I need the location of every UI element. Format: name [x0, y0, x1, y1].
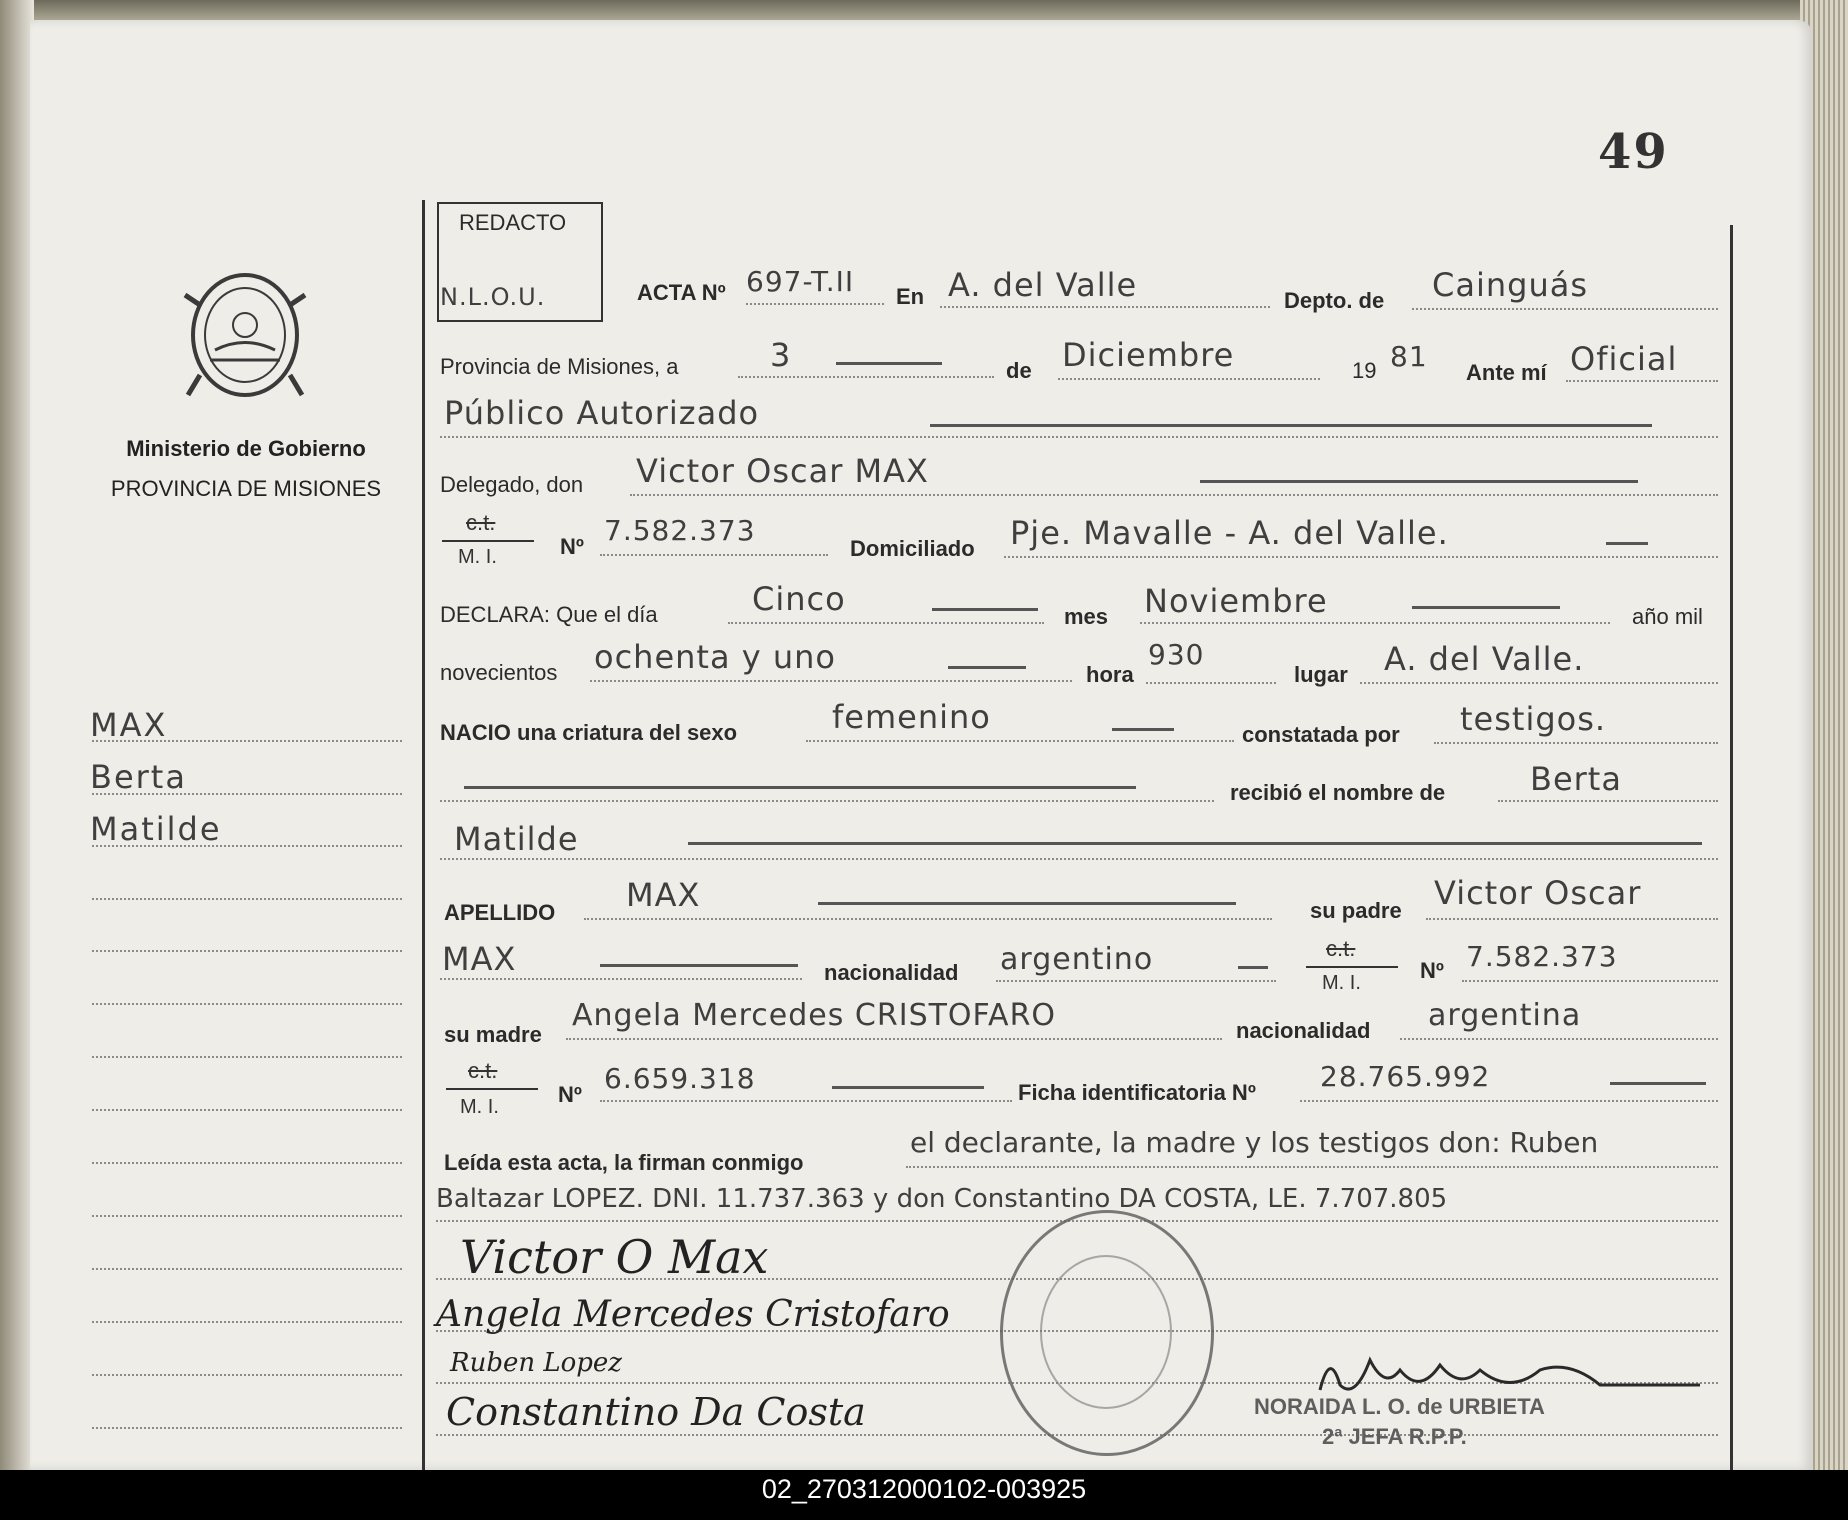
redacto-label: REDACTO — [459, 210, 567, 235]
side-line — [92, 1268, 402, 1270]
delegado-line — [630, 494, 1718, 496]
padre-label: su padre — [1310, 898, 1402, 923]
madre-no-value: 6.659.318 — [604, 1062, 756, 1095]
ministry-name: Ministerio de Gobierno — [126, 436, 366, 461]
delegado-label: Delegado, don — [440, 472, 584, 497]
row10-line — [440, 858, 1718, 860]
madre-ct-label: c.t. — [468, 1058, 498, 1083]
constatada-value: testigos. — [1460, 700, 1607, 738]
ante-value: Oficial — [1570, 340, 1678, 378]
acta-number: 697-T.II — [746, 265, 855, 298]
mes-label: mes — [1064, 604, 1109, 629]
madre-label: su madre — [444, 1022, 542, 1047]
row9-dash — [464, 786, 1136, 789]
side-line — [92, 1003, 402, 1005]
side-line — [92, 740, 402, 742]
madre-nacionalidad-value: argentina — [1428, 998, 1582, 1033]
ante-value-cont: Público Autorizado — [444, 394, 760, 432]
side-surname: MAX — [90, 706, 168, 744]
madre-no-dash — [832, 1086, 984, 1089]
madre-mi-label: M. I. — [460, 1096, 499, 1118]
ficha-dash — [1610, 1082, 1706, 1085]
padre-dash — [600, 964, 798, 967]
padre-no-label: Nº — [1420, 958, 1444, 983]
signature-witness-2: Constantino Da Costa — [446, 1390, 866, 1434]
padre-nac-dash — [1238, 966, 1268, 969]
sexo-dash — [1112, 728, 1174, 731]
side-line — [92, 950, 402, 952]
side-line — [92, 1215, 402, 1217]
mi-label: M. I. — [458, 546, 497, 568]
apellido-value: MAX — [626, 876, 701, 914]
anio-suffix: 81 — [1390, 340, 1428, 373]
madre-nacionalidad-line — [1400, 1038, 1718, 1040]
side-first-name: Berta — [90, 758, 187, 796]
padre-ct-label: c.t. — [1326, 936, 1356, 961]
mi-number: 7.582.373 — [604, 514, 756, 547]
lugar-label: lugar — [1294, 662, 1348, 687]
lugar-line — [1360, 682, 1718, 684]
madre-line — [566, 1038, 1222, 1040]
depto-value: Cainguás — [1432, 266, 1588, 304]
en-value: A. del Valle — [948, 266, 1138, 304]
padre-frac-line — [1306, 966, 1398, 968]
padre-nacionalidad-line — [996, 980, 1276, 982]
side-line — [92, 793, 402, 795]
padre-nacionalidad-value: argentino — [1000, 942, 1154, 977]
novecientos-value: ochenta y uno — [594, 638, 836, 676]
declara-dia-dash — [932, 608, 1038, 611]
declara-label: DECLARA: Que el día — [440, 602, 658, 627]
madre-no-line — [600, 1100, 1012, 1102]
padre-cont-line — [440, 978, 802, 980]
nacio-label: NACIO una criatura del sexo — [440, 720, 738, 745]
row3-dash — [930, 424, 1652, 427]
declara-dia: Cinco — [752, 580, 846, 618]
anio-prefix: 19 — [1352, 358, 1377, 383]
constatada-label: constatada por — [1242, 722, 1400, 747]
delegado-value: Victor Oscar MAX — [636, 452, 929, 490]
hora-value: 930 — [1148, 638, 1205, 671]
side-line — [92, 1374, 402, 1376]
recibio-label: recibió el nombre de — [1230, 780, 1446, 805]
form-right-border — [1730, 225, 1733, 1470]
dia-value: 3 — [770, 336, 792, 374]
declara-dia-line — [728, 622, 1044, 624]
apellido-label: APELLIDO — [444, 900, 556, 925]
declara-mes: Noviembre — [1144, 582, 1328, 620]
novecientos-line — [590, 680, 1072, 682]
depto-line — [1412, 308, 1718, 310]
novecientos-label: novecientos — [440, 660, 558, 685]
domiciliado-value: Pje. Mavalle - A. del Valle. — [1010, 514, 1449, 552]
padre-no-line — [1462, 980, 1718, 982]
row3-line — [440, 436, 1718, 438]
dia-dash — [836, 362, 942, 365]
madre-value: Angela Mercedes CRISTOFARO — [572, 998, 1057, 1033]
form-left-border — [422, 200, 425, 1470]
lugar-value: A. del Valle. — [1384, 640, 1585, 678]
side-line — [92, 1162, 402, 1164]
document-page — [30, 20, 1812, 1470]
testigos-value: Baltazar LOPEZ. DNI. 11.737.363 y don Constantino DA COSTA, LE. 7.707.805 — [436, 1184, 1448, 1214]
mes-value: Diciembre — [1062, 336, 1235, 374]
ct-label: c.t. — [466, 510, 496, 535]
ministry-province: PROVINCIA DE MISIONES — [110, 476, 382, 501]
domiciliado-label: Domiciliado — [850, 536, 975, 561]
signature-witness-1: Ruben Lopez — [450, 1348, 623, 1378]
padre-mi-label: M. I. — [1322, 972, 1361, 994]
provincia-label: Provincia de Misiones, a — [440, 354, 679, 379]
madre-frac-line — [446, 1088, 538, 1090]
padre-value-cont: MAX — [442, 940, 517, 978]
frac-line — [442, 540, 534, 542]
ficha-line — [1300, 1100, 1718, 1102]
domiciliado-line — [1004, 556, 1718, 558]
declara-mes-line — [1140, 622, 1610, 624]
ante-label: Ante mí — [1466, 360, 1547, 385]
dia-line — [738, 376, 994, 378]
nombre-value-cont: Matilde — [454, 820, 579, 858]
signature-mother: Angela Mercedes Cristofaro — [436, 1294, 950, 1335]
row9-line — [440, 800, 1214, 802]
padre-no-value: 7.582.373 — [1466, 940, 1618, 973]
hora-label: hora — [1086, 662, 1134, 687]
novecientos-dash — [948, 666, 1026, 669]
leida-value: el declarante, la madre y los testigos don: Ruben — [910, 1126, 1599, 1159]
madre-no-label: Nº — [558, 1082, 582, 1107]
sexo-line — [806, 740, 1234, 742]
padre-nacionalidad-label: nacionalidad — [824, 960, 959, 985]
padre-line — [1426, 918, 1718, 920]
row10-dash — [688, 842, 1702, 845]
nombre-value: Berta — [1530, 760, 1622, 798]
ficha-value: 28.765.992 — [1320, 1060, 1491, 1093]
mi-number-line — [600, 554, 828, 556]
side-line — [92, 1056, 402, 1058]
side-line — [92, 845, 402, 847]
en-label: En — [896, 284, 925, 309]
nombre-line — [1498, 800, 1718, 802]
page-number: 49 — [1598, 124, 1669, 180]
official-name: NORAIDA L. O. de URBIETA — [1254, 1394, 1545, 1419]
no-label: Nº — [560, 534, 584, 559]
delegado-dash — [1200, 480, 1638, 483]
depto-label: Depto. de — [1284, 288, 1385, 313]
anio-mil-label: año mil — [1632, 604, 1703, 629]
footer-id: 02_270312000102-003925 — [761, 1474, 1087, 1504]
registry-stamp-inner — [1040, 1255, 1172, 1409]
sexo-value: femenino — [832, 698, 991, 736]
leida-line — [906, 1166, 1718, 1168]
ante-line — [1566, 380, 1718, 382]
book-left-edge — [0, 0, 34, 1470]
side-line — [92, 898, 402, 900]
side-line — [92, 1109, 402, 1111]
side-line — [92, 1427, 402, 1429]
apellido-dash — [818, 902, 1236, 905]
declara-mes-dash — [1412, 606, 1560, 609]
domiciliado-dash — [1606, 542, 1648, 545]
side-second-name: Matilde — [90, 810, 222, 848]
redacto-value: N.L.O.U. — [440, 283, 546, 311]
apellido-line — [584, 918, 1272, 920]
mes-line — [1058, 378, 1320, 380]
leida-label: Leída esta acta, la firman conmigo — [444, 1150, 804, 1175]
ficha-label: Ficha identificatoria Nº — [1018, 1080, 1256, 1105]
hora-line — [1146, 682, 1276, 684]
de-label: de — [1006, 358, 1032, 383]
official-title: 2ª JEFA R.P.P. — [1322, 1424, 1467, 1449]
signature-declarant: Victor O Max — [460, 1230, 769, 1284]
province-seal-icon — [180, 265, 310, 410]
acta-label: ACTA Nº — [637, 280, 726, 305]
padre-value: Victor Oscar — [1434, 874, 1642, 912]
constatada-line — [1434, 742, 1718, 744]
en-line — [940, 306, 1270, 308]
side-line — [92, 1321, 402, 1323]
acta-number-line — [746, 303, 884, 305]
madre-nacionalidad-label: nacionalidad — [1236, 1018, 1371, 1043]
